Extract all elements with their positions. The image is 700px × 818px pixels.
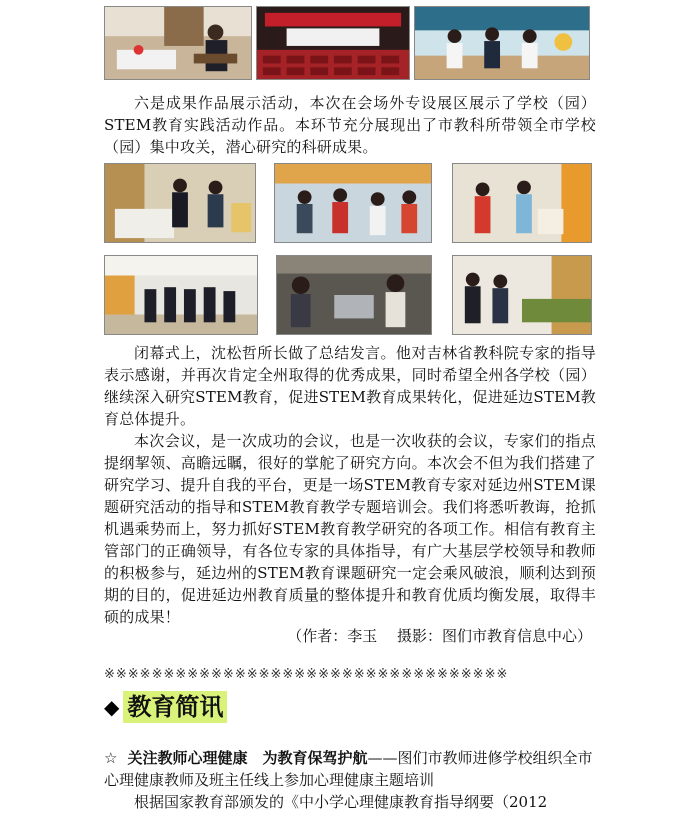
diamond-bullet-icon: ◆: [104, 695, 120, 719]
news-subhead: ——图们市教师进修学校组织全市心理健康教师及班主任线上参加心理健康主题培训: [104, 749, 593, 789]
news-item: [104, 747, 596, 813]
byline: （作者：李玉 摄影：图们市教育信息中心）: [287, 627, 592, 645]
photo-visitors-robot: [276, 255, 432, 335]
paragraph-closing: 闭幕式上，沈松哲所长做了总结发言。他对吉林省教科院专家的指导表示感谢，并再次肯定全州取得的优秀成果，同时希望全州各学校（园）继续深入研究STEM教育，促进STEM教育成果转化，促进延边STEM教育总体提升。: [104, 344, 596, 428]
paragraph-summary: 本次会议，是一次成功的会议，也是一次收获的会议，专家们的指点提纲挈领、高瞻远瞩，很好的掌舵了研究方向。本次会不但为我们搭建了研究学习、提升自我的平台，更是一场STEM教育专家对延边州STEM课题研究活动的指导和STEM教育教学专题培训会。我们将悉听教诲，抢抓机遇乘势而上，努力抓好STEM教育教学研究的各项工作。相信有教育主管部门的正确领导，有各位专家的具体指导，有广大基层学校领导和教师的积极参与，延边州的STEM教育课题研究一定会乘风破浪，顺利达到预期的目的，促进延边州教育质量的整体提升和教育优质均衡发展，取得丰硕的成果！: [104, 432, 596, 626]
photo-exhibit-visitors: [104, 163, 256, 243]
photo-exhibit-corridor: [452, 255, 592, 335]
star-bullet-icon: ☆: [104, 749, 118, 767]
news-body-start: 根据国家教育部颁发的《中小学心理健康教育指导纲要（2012: [134, 793, 548, 811]
news-headline: 关注教师心理健康 为教育保驾护航: [127, 749, 368, 767]
photo-students-exhibit: [274, 163, 432, 243]
photo-presenter-booth: [452, 163, 592, 243]
photo-teachers-stage: [414, 6, 590, 80]
section-heading: [104, 690, 227, 724]
photo-conference-hall: [256, 6, 410, 80]
section-title: 教育简讯: [123, 691, 227, 723]
paragraph-exhibit: 六是成果作品展示活动，本次在会场外专设展区展示了学校（园）STEM教育实践活动作品。本环节充分展现出了市教科所带领全市学校（园）集中攻关，潜心研究的科研成果。: [104, 94, 596, 156]
photo-visitors-hallway: [104, 255, 258, 335]
section-divider: ※※※※※※※※※※※※※※※※※※※※※※※※※※※※※※※※※※: [104, 667, 509, 682]
photo-speaker-podium: [104, 6, 252, 80]
